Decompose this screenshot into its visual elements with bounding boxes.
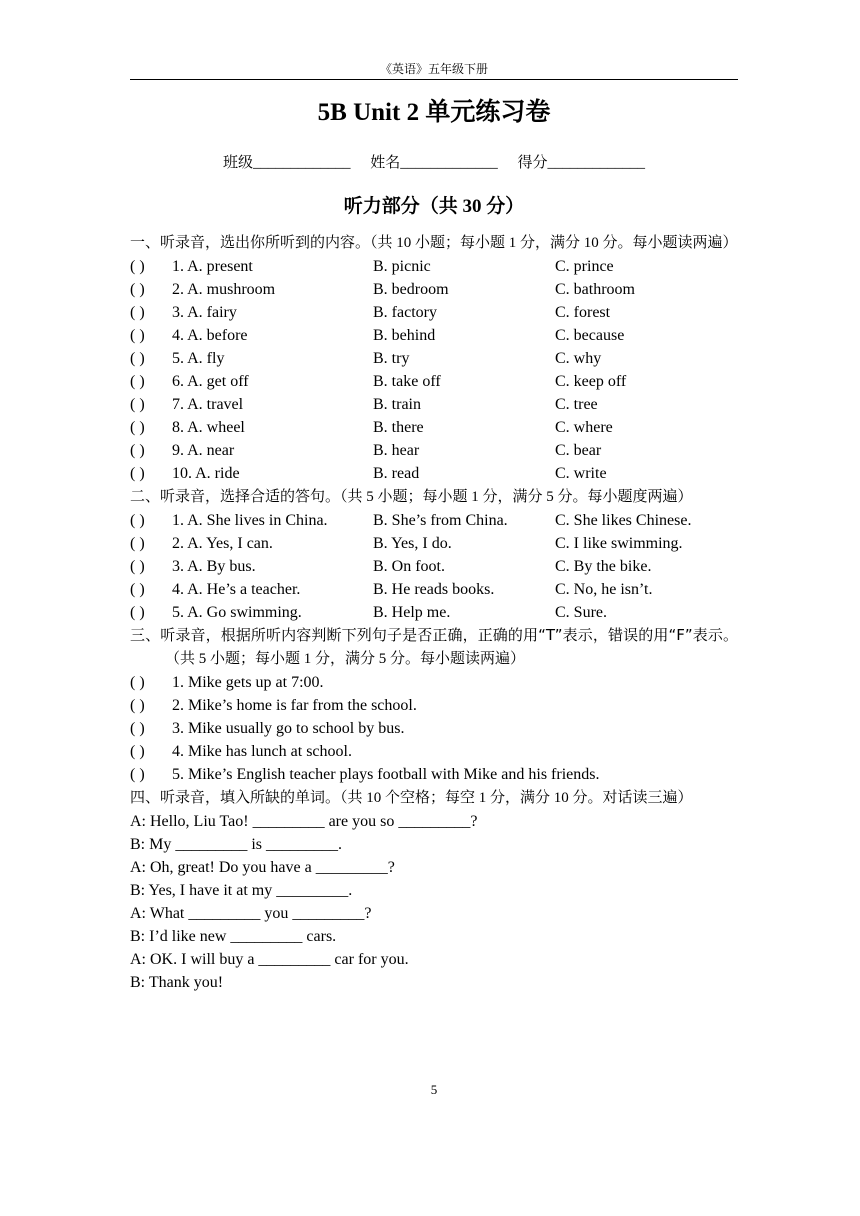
- option-b: B. take off: [373, 373, 441, 390]
- part4-dialog: [130, 810, 738, 994]
- part1-heading-text: 一、听录音，选出你所听到的内容。: [130, 233, 371, 251]
- answer-blank[interactable]: ( ): [130, 766, 145, 783]
- option-a: 3. A. fairy: [172, 304, 237, 321]
- option-b: B. bedroom: [373, 281, 449, 298]
- question-row: [130, 462, 738, 485]
- option-a: 2. A. mushroom: [172, 281, 276, 298]
- part2-note: （共 5 小题；每小题 1 分，满分 5 分。每小题度两遍）: [340, 489, 693, 505]
- option-c: C. By the bike.: [555, 558, 652, 575]
- option-c: C. forest: [555, 304, 611, 321]
- score-field: 得分_____________: [517, 155, 646, 171]
- option-b: B. factory: [373, 304, 437, 321]
- answer-blank[interactable]: ( ): [130, 350, 145, 367]
- option-a: 5. A. fly: [172, 350, 225, 367]
- statement-text: 4. Mike has lunch at school.: [172, 743, 352, 760]
- statement-text: 1. Mike gets up at 7:00.: [172, 674, 324, 691]
- dialog-line: A: OK. I will buy a _________ car for you.: [130, 951, 409, 968]
- listening-section-title: 听力部分（共 30 分）: [343, 196, 525, 217]
- part3-heading-text: 三、听录音，根据所听内容判断下列句子是否正确，正确的用“T”表示，错误的用“F”表示。: [130, 626, 738, 644]
- option-b: B. hear: [373, 442, 420, 459]
- option-c: C. because: [555, 327, 625, 344]
- question-row: [130, 324, 738, 347]
- option-c: C. why: [555, 350, 602, 367]
- worksheet-title: 5B Unit 2 单元练习卷: [317, 99, 551, 126]
- dialog-line: A: Oh, great! Do you have a _________?: [130, 859, 395, 876]
- option-a: 6. A. get off: [172, 373, 249, 390]
- answer-blank[interactable]: ( ): [130, 327, 145, 344]
- part3-note: （共 5 小题；每小题 1 分，满分 5 分。每小题读两遍）: [165, 651, 526, 667]
- part2-heading: [130, 485, 738, 509]
- worksheet-content: [130, 231, 738, 994]
- option-a: 1. A. present: [172, 258, 253, 275]
- dialog-line: A: Hello, Liu Tao! _________ are you so _________?: [130, 813, 478, 830]
- option-b: B. try: [373, 350, 410, 367]
- option-a: 3. A. By bus.: [172, 558, 256, 575]
- question-row: [130, 301, 738, 324]
- option-b: B. He reads books.: [373, 581, 495, 598]
- statement-row: [130, 763, 738, 786]
- answer-blank[interactable]: ( ): [130, 281, 145, 298]
- answer-blank[interactable]: ( ): [130, 604, 145, 621]
- dialog-line: A: What _________ you _________?: [130, 905, 372, 922]
- name-field: 姓名_____________: [370, 155, 498, 171]
- dialog-line: B: I’d like new _________ cars.: [130, 928, 337, 945]
- statement-row: [130, 671, 738, 694]
- option-a: 8. A. wheel: [172, 419, 245, 436]
- dialog-line: B: Yes, I have it at my _________.: [130, 882, 353, 899]
- option-a: 2. A. Yes, I can.: [172, 535, 273, 552]
- option-a: 5. A. Go swimming.: [172, 604, 302, 621]
- option-c: C. Sure.: [555, 604, 607, 621]
- dialog-line: B: Thank you!: [130, 974, 224, 991]
- option-b: B. Help me.: [373, 604, 451, 621]
- option-b: B. behind: [373, 327, 436, 344]
- answer-blank[interactable]: ( ): [130, 512, 145, 529]
- question-row: [130, 255, 738, 278]
- answer-blank[interactable]: ( ): [130, 720, 145, 737]
- answer-blank[interactable]: ( ): [130, 558, 145, 575]
- part2-heading-text: 二、听录音，选择合适的答句。: [130, 487, 341, 505]
- option-c: C. write: [555, 465, 607, 482]
- option-c: C. I like swimming.: [555, 535, 683, 552]
- answer-blank[interactable]: ( ): [130, 419, 145, 436]
- option-b: B. On foot.: [373, 558, 445, 575]
- statement-text: 3. Mike usually go to school by bus.: [172, 720, 405, 737]
- option-b: B. read: [373, 465, 420, 482]
- question-row: [130, 578, 738, 601]
- part4-heading: [130, 786, 738, 810]
- answer-blank[interactable]: ( ): [130, 743, 145, 760]
- statement-text: 5. Mike’s English teacher plays football with Mike and his friends.: [172, 766, 600, 783]
- option-c: C. where: [555, 419, 613, 436]
- question-row: [130, 393, 738, 416]
- part4-heading-text: 四、听录音，填入所缺的单词。: [130, 788, 341, 806]
- part1-question-list: [130, 255, 738, 485]
- option-c: C. She likes Chinese.: [555, 512, 692, 529]
- answer-blank[interactable]: ( ): [130, 396, 145, 413]
- option-c: C. prince: [555, 258, 614, 275]
- answer-blank[interactable]: ( ): [130, 304, 145, 321]
- student-info-row: [130, 152, 738, 174]
- option-b: B. train: [373, 396, 421, 413]
- question-row: [130, 439, 738, 462]
- answer-blank[interactable]: ( ): [130, 258, 145, 275]
- part4-note: （共 10 个空格；每空 1 分，满分 10 分。对话读三遍）: [340, 790, 693, 806]
- question-row: [130, 601, 738, 624]
- question-row: [130, 370, 738, 393]
- question-row: [130, 509, 738, 532]
- option-c: C. tree: [555, 396, 598, 413]
- statement-row: [130, 740, 738, 763]
- question-row: [130, 416, 738, 439]
- option-a: 10. A. ride: [172, 465, 240, 482]
- running-header: 《英语》五年级下册: [379, 62, 488, 76]
- page-number: 5: [430, 1082, 438, 1097]
- question-row: [130, 555, 738, 578]
- statement-row: [130, 717, 738, 740]
- option-c: C. keep off: [555, 373, 627, 390]
- part3-heading: [130, 624, 738, 671]
- option-b: B. She’s from China.: [373, 512, 508, 529]
- option-a: 4. A. He’s a teacher.: [172, 581, 301, 598]
- option-a: 1. A. She lives in China.: [172, 512, 328, 529]
- answer-blank[interactable]: ( ): [130, 442, 145, 459]
- dialog-line: B: My _________ is _________.: [130, 836, 343, 853]
- option-a: 4. A. before: [172, 327, 248, 344]
- option-c: C. bear: [555, 442, 602, 459]
- answer-blank[interactable]: ( ): [130, 581, 145, 598]
- class-field: 班级_____________: [222, 155, 351, 171]
- statement-row: [130, 694, 738, 717]
- option-b: B. Yes, I do.: [373, 535, 452, 552]
- answer-blank[interactable]: ( ): [130, 697, 145, 714]
- option-c: C. bathroom: [555, 281, 635, 298]
- option-a: 7. A. travel: [172, 396, 244, 413]
- part1-note: （共 10 小题；每小题 1 分，满分 10 分。每小题读两遍）: [370, 235, 738, 251]
- option-c: C. No, he isn’t.: [555, 581, 653, 598]
- option-a: 9. A. near: [172, 442, 235, 459]
- question-row: [130, 532, 738, 555]
- question-row: [130, 347, 738, 370]
- answer-blank[interactable]: ( ): [130, 535, 145, 552]
- header-rule: [130, 79, 738, 80]
- part2-question-list: [130, 509, 738, 624]
- statement-text: 2. Mike’s home is far from the school.: [172, 697, 417, 714]
- answer-blank[interactable]: ( ): [130, 373, 145, 390]
- part1-heading: [130, 231, 738, 255]
- part3-statement-list: [130, 671, 738, 786]
- option-b: B. there: [373, 419, 424, 436]
- option-b: B. picnic: [373, 258, 431, 275]
- answer-blank[interactable]: ( ): [130, 465, 145, 482]
- question-row: [130, 278, 738, 301]
- answer-blank[interactable]: ( ): [130, 674, 145, 691]
